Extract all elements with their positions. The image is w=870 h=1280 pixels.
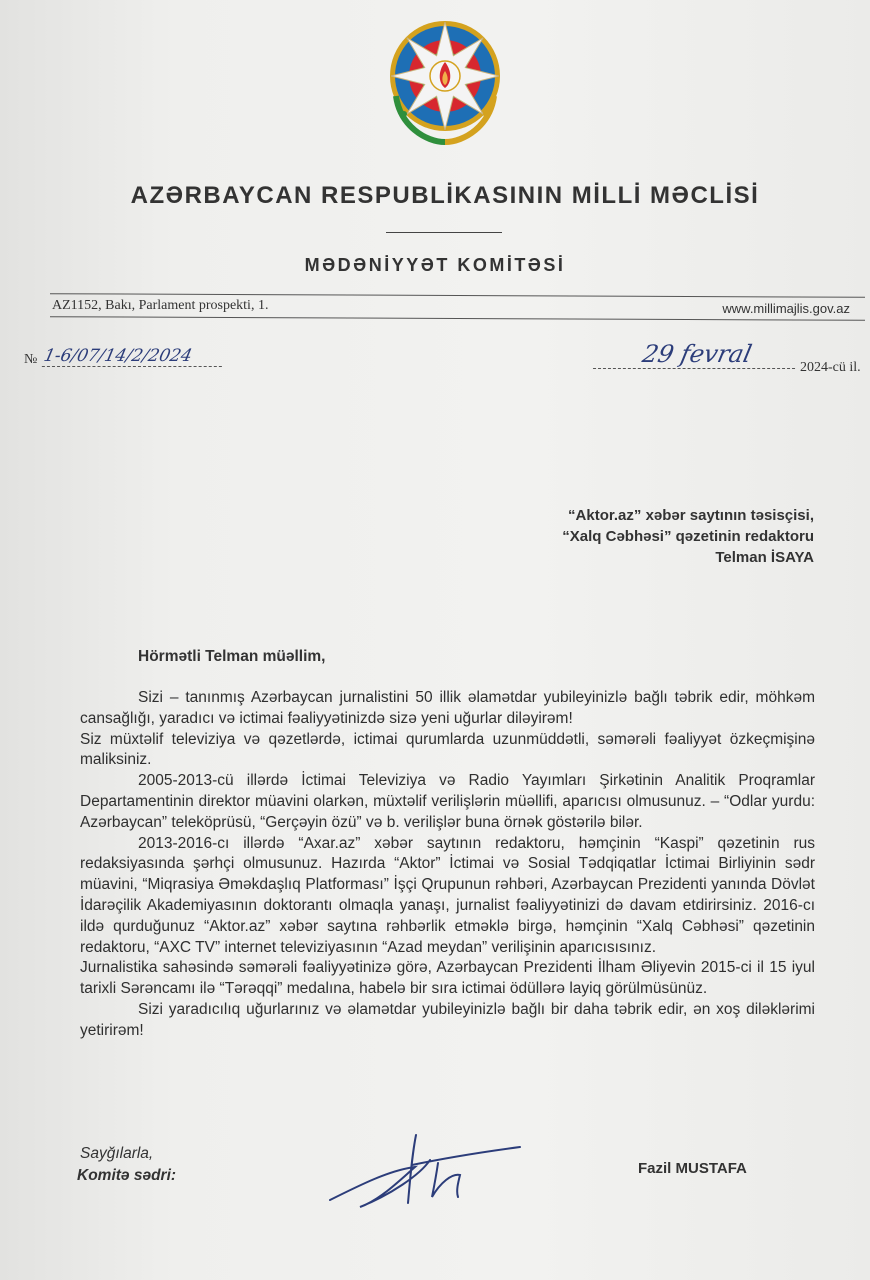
letter-body xyxy=(80,688,815,1042)
reference-number-prefix: № xyxy=(24,352,38,367)
address: AZ1152, Bakı, Parlament prospekti, 1. xyxy=(52,298,269,313)
header-rule-bottom xyxy=(50,316,865,321)
body-paragraph: Sizi yaradıcılıq uğurlarınız və əlamətdar yubileyinizlə bağlı bir daha təbrik edir, ən xoş diləklərimi yetirirəm! xyxy=(80,1000,815,1039)
signer-name: Fazil MUSTAFA xyxy=(638,1160,747,1177)
date-day-month: 29 fevral xyxy=(593,340,801,369)
body-paragraph: 2013-2016-cı illərdə “Axar.az” xəbər saytının redaktoru, həmçinin “Kaspi” qəzetinin rus redaksiyasında şərhçi olmusunuz. Hazırda “Aktor” İctimai və Sosial Tədqiqatlar İctimai Birliyinin sədr müavini, “Miqrasiya Əməkdaşlıq Platforması” İşçi Qrupunun rəhbəri, Azərbaycan Prezidenti yanında Dövlət İdarəçilik Akademiyasının doktorantı olmaqla yanaşı, jurnalist fəaliyyətinizi də davam etdirirsiniz. 2016-cı ildə qurduğunuz “Aktor.az” xəbər saytına rəhbərlik etməklə birgə, həmçinin “Xalq Cəbhəsi” qəzetinin redaktoru, “AXC TV” internet televiziyasının “Azad meydan” verilişinin aparıcısısınız. xyxy=(80,834,815,956)
addressee-name: Telman İSAYA xyxy=(715,549,814,566)
body-paragraph: Siz müxtəlif televiziya və qəzetlərdə, ictimai qurumlarda uzunmüddətli, səmərəli fəaliyyət özkeçmişinə maliksiniz. xyxy=(80,730,815,769)
handwritten-signature xyxy=(320,1125,530,1215)
signer-role: Komitə sədri: xyxy=(77,1167,177,1184)
salutation: Hörmətli Telman müəllim, xyxy=(138,648,326,665)
website: www.millimajlis.gov.az xyxy=(722,301,850,316)
addressee-block xyxy=(562,505,814,568)
addressee-line: “Aktor.az” xəbər saytının təsisçisi, xyxy=(568,507,814,524)
body-paragraph: Sizi – tanınmış Azərbaycan jurnalistini 50 illik əlamətdar yubileyinizlə bağlı təbrik edir, möhkəm cansağlığı, yaradıcı və ictimai fəaliyyətinizdə sizə yeni uğurlar diləyirəm! xyxy=(80,689,815,727)
closing-regards: Sayğılarla, xyxy=(80,1145,154,1162)
addressee-line: “Xalq Cəbhəsi” qəzetinin redaktoru xyxy=(562,528,814,545)
body-paragraph: Jurnalistika sahəsində səmərəli fəaliyyətinizə görə, Azərbaycan Prezidenti İlham Əliyevin 2015-ci il 15 iyul tarixli Sərəncamı ilə “Tərəqqi” medalına, habelə bir sıra ictimai ödüllərə layiq görülmüsünüz. xyxy=(80,959,815,998)
committee-title: MƏDƏNİYYƏT KOMİTƏSİ xyxy=(304,255,566,275)
body-paragraph: 2005-2013-cü illərdə İctimai Televiziya və Radio Yayımları Şirkətinin Analitik Proqramlar Departamentinin direktor müavini olarkən, müxtəlif verilişlərin müəllifi, aparıcısı olmusunuz. – “Odlar yurdu: Azərbaycan” teleköprüsü, “Gerçəyin özü” və b. verilişlər buna örnək göstərilə bilər. xyxy=(80,772,815,831)
title-divider xyxy=(386,232,502,233)
reference-number: 1-6/07/14/2/2024 xyxy=(42,346,226,367)
organization-title: AZƏRBAYCAN RESPUBLİKASININ MİLLİ MƏCLİSİ xyxy=(130,182,760,209)
date-year: 2024-cü il. xyxy=(800,360,861,375)
state-emblem-icon xyxy=(388,14,506,146)
